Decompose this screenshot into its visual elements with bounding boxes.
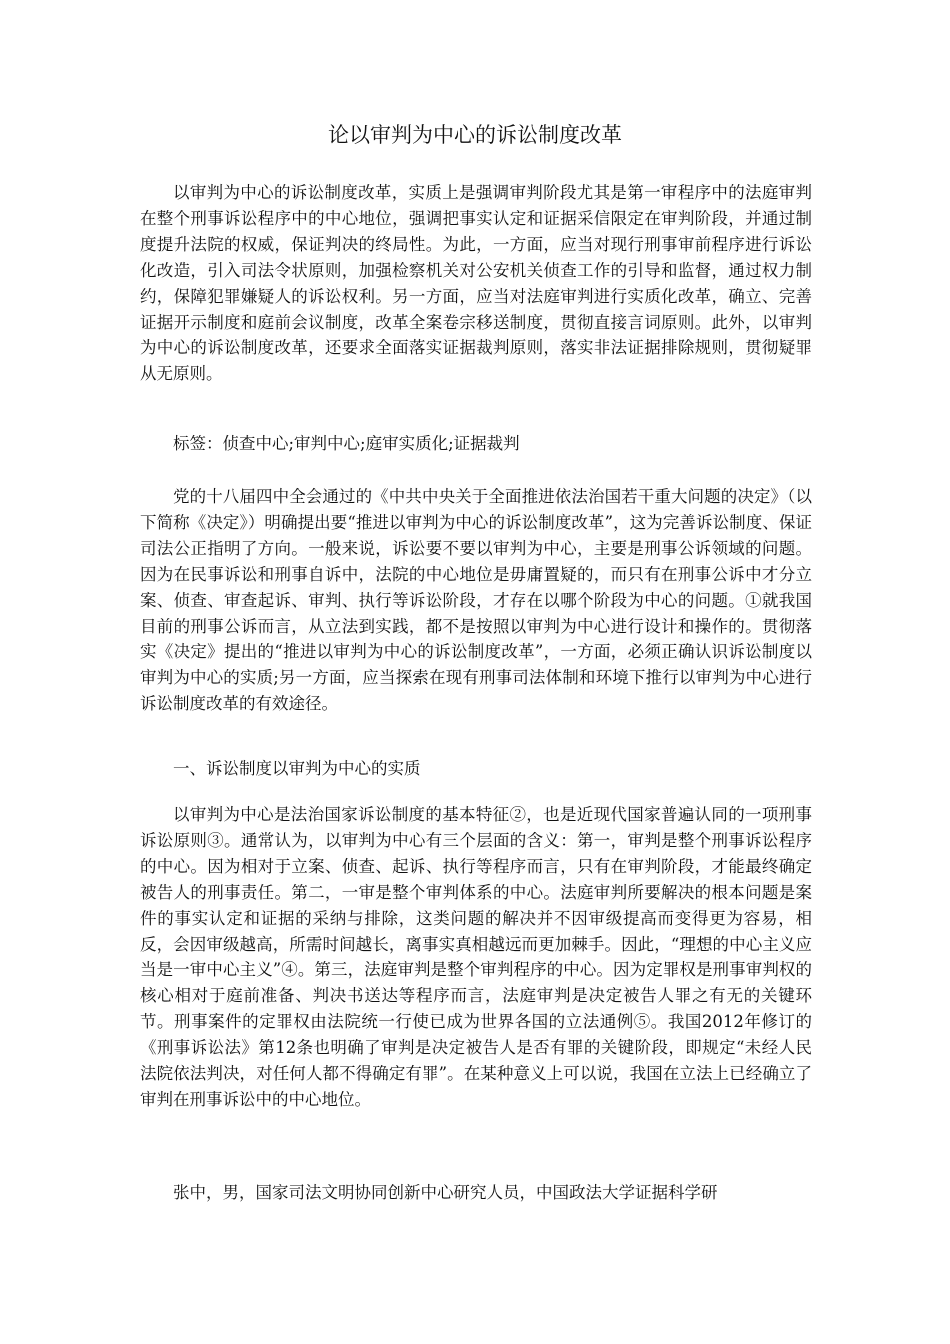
section-heading: 一、诉讼制度以审判为中心的实质 [173,759,421,778]
intro-paragraph: 党的十八届四中全会通过的《中共中央关于全面推进依法治国若干重大问题的决定》（以下简称《决定》）明确提出要“推进以审判为中心的诉讼制度改革”，这为完善诉讼制度、保证司法公正指明了方向。一般来说，诉讼要不要以审判为中心，主要是刑事公诉领域的问题。因为在民事诉讼和刑事自诉中，法院的中心地位是毋庸置疑的，而只有在刑事公诉中才分立案、侦查、审查起诉、审判、执行等诉讼阶段，才存在以哪个阶段为中心的问题。①就我国目前的刑事公诉而言，从立法到实践，都不是按照以审判为中心进行设计和操作的。贯彻落实《决定》提出的“推进以审判为中心的诉讼制度改革”，一方面，必须正确认识诉讼制度以审判为中心的实质;另一方面，应当探索在现有刑事司法体制和环境下推行以审判为中心进行诉讼制度改革的有效途径。 [140,487,812,714]
keywords-line: 标签：侦查中心;审判中心;庭审实质化;证据裁判 [173,434,520,453]
section-body-paragraph: 以审判为中心是法治国家诉讼制度的基本特征②，也是近现代国家普遍认同的一项刑事诉讼原则③。通常认为，以审判为中心有三个层面的含义：第一，审判是整个刑事诉讼程序的中心。因为相对于立案、侦查、起诉、执行等程序而言，只有在审判阶段，才能最终确定被告人的刑事责任。第二，一审是整个审判体系的中心。法庭审判所要解决的根本问题是案件的事实认定和证据的采纳与排除，这类问题的解决并不因审级提高而变得更为容易，相反，会因审级越高，所需时间越长，离事实真相越远而更加棘手。因此，“理想的中心主义应当是一审中心主义”④。第三，法庭审判是整个审判程序的中心。因为定罪权是刑事审判权的核心相对于庭前准备、判决书送达等程序而言，法庭审判是决定被告人罪之有无的关键环节。刑事案件的定罪权由法院统一行使已成为世界各国的立法通例⑤。我国2012年修订的《刑事诉讼法》第12条也明确了审判是决定被告人是否有罪的关键阶段，即规定“未经人民法院依法判决，对任何人都不得确定有罪”。在某种意义上可以说，我国在立法上已经确立了审判在刑事诉讼中的中心地位。 [140,805,812,1109]
document-title: 论以审判为中心的诉讼制度改革 [328,123,622,147]
abstract-paragraph: 以审判为中心的诉讼制度改革，实质上是强调审判阶段尤其是第一审程序中的法庭审判在整个刑事诉讼程序中的中心地位，强调把事实认定和证据采信限定在审判阶段，并通过制度提升法院的权威，保证判决的终局性。为此，一方面，应当对现行刑事审前程序进行诉讼化改造，引入司法令状原则，加强检察机关对公安机关侦查工作的引导和监督，通过权力制约，保障犯罪嫌疑人的诉讼权利。另一方面，应当对法庭审判进行实质化改革，确立、完善证据开示制度和庭前会议制度，改革全案卷宗移送制度，贯彻直接言词原则。此外，以审判为中心的诉讼制度改革，还要求全面落实证据裁判原则，落实非法证据排除规则，贯彻疑罪从无原则。 [140,183,812,384]
author-note: 张中，男，国家司法文明协同创新中心研究人员，中国政法大学证据科学研 [173,1183,718,1202]
